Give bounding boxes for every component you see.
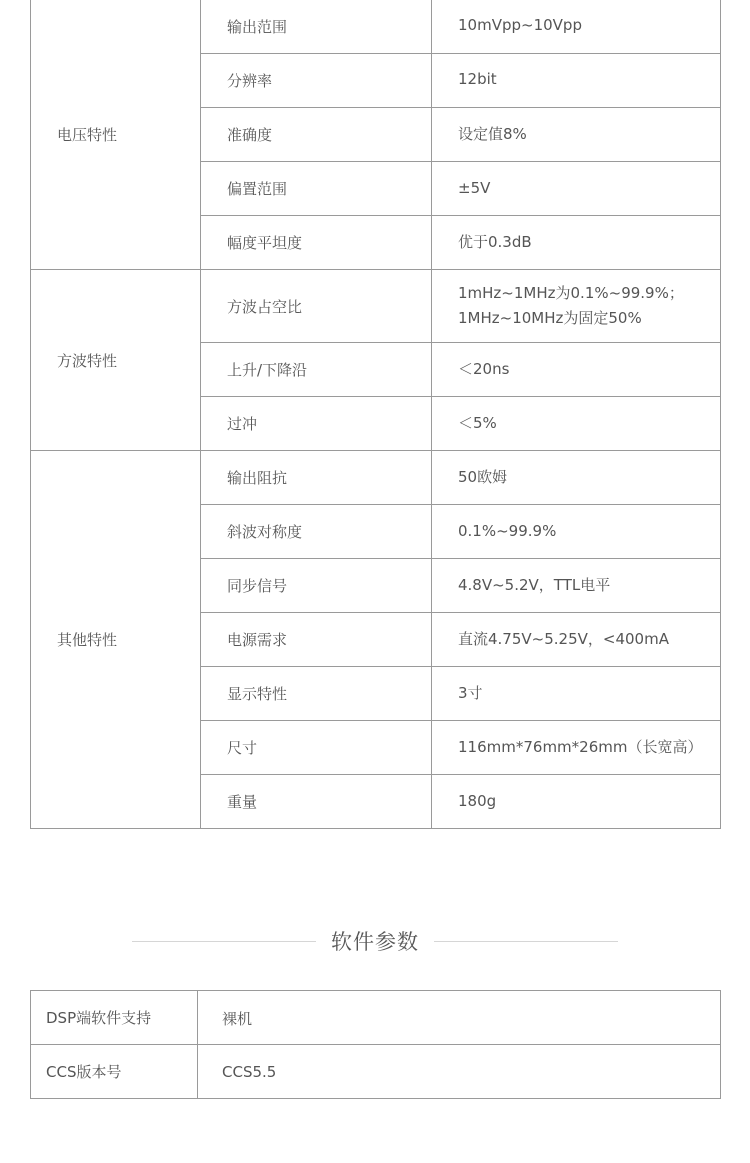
param-cell: 过冲 bbox=[201, 397, 432, 451]
param-cell: 准确度 bbox=[201, 108, 432, 162]
param-cell: CCS版本号 bbox=[31, 1045, 198, 1099]
group-label-square-wave: 方波特性 bbox=[31, 270, 201, 451]
value-cell: ±5V bbox=[432, 162, 721, 216]
group-label-other: 其他特性 bbox=[31, 451, 201, 829]
value-cell: 设定值8% bbox=[432, 108, 721, 162]
value-cell: CCS5.5 bbox=[198, 1045, 721, 1099]
value-cell: ＜20ns bbox=[432, 343, 721, 397]
hardware-spec-table bbox=[30, 0, 721, 829]
value-cell: 0.1%~99.9% bbox=[432, 505, 721, 559]
param-cell: 偏置范围 bbox=[201, 162, 432, 216]
param-cell: 尺寸 bbox=[201, 721, 432, 775]
table-row bbox=[31, 1045, 721, 1099]
table-row bbox=[31, 451, 721, 505]
value-cell: 直流4.75V~5.25V，<400mA bbox=[432, 613, 721, 667]
value-cell: 10mVpp~10Vpp bbox=[432, 0, 721, 54]
section-title: 软件参数 bbox=[331, 930, 419, 954]
value-cell: 3寸 bbox=[432, 667, 721, 721]
software-spec-table bbox=[30, 990, 721, 1099]
value-cell: 50欧姆 bbox=[432, 451, 721, 505]
param-cell: 显示特性 bbox=[201, 667, 432, 721]
param-cell: 上升/下降沿 bbox=[201, 343, 432, 397]
table-row bbox=[31, 0, 721, 54]
param-cell: 电源需求 bbox=[201, 613, 432, 667]
value-line: 1mHz~1MHz为0.1%~99.9%； bbox=[458, 284, 684, 302]
param-cell: 分辨率 bbox=[201, 54, 432, 108]
param-cell: 同步信号 bbox=[201, 559, 432, 613]
divider-left bbox=[132, 941, 316, 942]
value-cell: 4.8V~5.2V，TTL电平 bbox=[432, 559, 721, 613]
value-cell: 116mm*76mm*26mm（长宽高） bbox=[432, 721, 721, 775]
value-cell: 优于0.3dB bbox=[432, 216, 721, 270]
value-cell bbox=[432, 270, 721, 343]
param-cell: DSP端软件支持 bbox=[31, 991, 198, 1045]
value-cell: 180g bbox=[432, 775, 721, 829]
param-cell: 输出阻抗 bbox=[201, 451, 432, 505]
param-cell: 重量 bbox=[201, 775, 432, 829]
value-cell: ＜5% bbox=[432, 397, 721, 451]
table-row bbox=[31, 991, 721, 1045]
param-cell: 方波占空比 bbox=[201, 270, 432, 343]
param-cell: 输出范围 bbox=[201, 0, 432, 54]
value-cell: 12bit bbox=[432, 54, 721, 108]
group-label-voltage: 电压特性 bbox=[31, 0, 201, 270]
table-row bbox=[31, 270, 721, 343]
value-line: 1MHz~10MHz为固定50% bbox=[458, 309, 642, 327]
software-section-heading bbox=[0, 925, 750, 957]
param-cell: 斜波对称度 bbox=[201, 505, 432, 559]
value-cell: 裸机 bbox=[198, 991, 721, 1045]
param-cell: 幅度平坦度 bbox=[201, 216, 432, 270]
divider-right bbox=[434, 941, 618, 942]
